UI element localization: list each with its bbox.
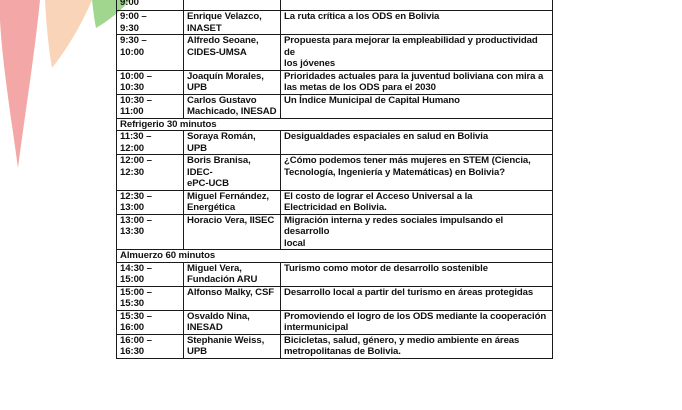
time-cell bbox=[117, 11, 184, 35]
time-cell-line: 16:00 – bbox=[120, 334, 152, 346]
time-cell-line: 12:30 – bbox=[120, 190, 152, 202]
time-cell-line: 15:30 – bbox=[120, 310, 152, 322]
time-cell-line: 9:30 bbox=[120, 22, 139, 34]
time-cell-line: 12:00 – bbox=[120, 155, 152, 166]
time-cell-line: 15:00 – bbox=[120, 286, 152, 298]
time-cell bbox=[117, 155, 184, 191]
speaker-cell-line: INASET bbox=[187, 22, 222, 34]
time-cell-line: 15:30 bbox=[120, 298, 145, 309]
speaker-cell-line: Osvaldo Nina, bbox=[187, 310, 250, 322]
speaker-cell bbox=[184, 214, 281, 250]
time-cell-line: 13:00 – bbox=[120, 214, 152, 226]
speaker-cell bbox=[184, 155, 281, 191]
speaker-cell-line: Soraya Román, UPB bbox=[187, 131, 256, 154]
topic-cell-line: metropolitanas de Bolivia. bbox=[284, 346, 401, 357]
speaker-cell bbox=[184, 94, 281, 118]
orange-petal bbox=[45, 0, 92, 68]
topic-cell bbox=[281, 190, 553, 214]
schedule-row bbox=[117, 190, 553, 214]
schedule-row bbox=[117, 214, 553, 250]
time-cell bbox=[117, 94, 184, 118]
schedule-row bbox=[117, 11, 553, 35]
topic-cell-line: los jóvenes bbox=[284, 58, 336, 69]
schedule-table bbox=[116, 0, 553, 359]
time-cell bbox=[117, 35, 184, 71]
topic-cell bbox=[281, 155, 553, 191]
time-cell bbox=[117, 334, 184, 358]
topic-cell-line: El costo de lograr el Acceso Universal a la bbox=[284, 190, 473, 202]
time-cell bbox=[117, 131, 184, 155]
topic-cell-line: las metas de los ODS para el 2030 bbox=[284, 82, 436, 93]
break-label: Almuerzo 60 minutos bbox=[117, 250, 553, 263]
topic-cell-line: Prioridades actuales para la juventud boliviana con mira a bbox=[284, 70, 544, 82]
topic-cell-line: Bicicletas, salud, género, y medio ambiente en áreas bbox=[284, 334, 520, 346]
topic-cell-line: Turismo como motor de desarrollo sostenible bbox=[284, 262, 488, 274]
speaker-cell-line: CIDES-UMSA bbox=[187, 46, 247, 58]
speaker-cell bbox=[184, 286, 281, 310]
speaker-cell-line bbox=[187, 0, 277, 9]
speaker-cell bbox=[184, 35, 281, 71]
speaker-cell bbox=[184, 0, 281, 11]
time-cell-line: 11:30 – bbox=[120, 131, 152, 142]
speaker-cell-line: Boris Branisa, IDEC- bbox=[187, 155, 251, 178]
speaker-cell-line: Alfonso Malky, CSF bbox=[187, 286, 275, 298]
speaker-cell-line: Machicado, INESAD bbox=[187, 106, 277, 117]
time-cell bbox=[117, 286, 184, 310]
speaker-cell bbox=[184, 131, 281, 155]
topic-cell bbox=[281, 11, 553, 35]
topic-cell bbox=[281, 262, 553, 286]
speaker-cell-line: INESAD bbox=[187, 322, 223, 333]
schedule-row bbox=[117, 334, 553, 358]
topic-cell bbox=[281, 0, 553, 11]
speaker-cell-line: Miguel Vera, bbox=[187, 262, 242, 274]
speaker-cell-line: Alfredo Seoane, bbox=[187, 35, 259, 46]
topic-cell-line: Promoviendo el logro de los ODS mediante la cooperación bbox=[284, 310, 547, 322]
break-row bbox=[117, 250, 553, 263]
schedule-row bbox=[117, 310, 553, 334]
time-cell-line: 10:00 bbox=[120, 46, 145, 58]
topic-cell-line: Electricidad en Bolivia. bbox=[284, 202, 387, 213]
speaker-cell-line: ePC-UCB bbox=[187, 178, 229, 189]
schedule-row bbox=[117, 262, 553, 286]
time-cell bbox=[117, 214, 184, 250]
topic-cell-line: Propuesta para mejorar la empleabilidad y productividad de bbox=[284, 35, 538, 58]
speaker-cell-line: Horacio Vera, IISEC bbox=[187, 214, 275, 226]
time-cell-line: 13:30 bbox=[120, 226, 145, 237]
pink-petal bbox=[0, 0, 40, 168]
topic-cell-line: ¿Cómo podemos tener más mujeres en STEM (Ciencia, bbox=[284, 155, 531, 166]
time-cell-line: 10:00 – bbox=[120, 70, 152, 82]
topic-cell-line: Migración interna y redes sociales impulsando el desarrollo bbox=[284, 214, 504, 237]
time-cell-line: 14:30 – bbox=[120, 262, 152, 274]
topic-cell-line: local bbox=[284, 237, 306, 249]
schedule-row bbox=[117, 0, 553, 11]
topic-cell-line: Un Índice Municipal de Capital Humano bbox=[284, 94, 460, 106]
speaker-cell-line: UPB bbox=[187, 82, 207, 93]
time-cell-line: 16:00 bbox=[120, 322, 145, 333]
time-cell-line: 9:00 – bbox=[120, 11, 147, 22]
time-cell bbox=[117, 262, 184, 286]
topic-cell-line: La ruta crítica a los ODS en Bolivia bbox=[284, 11, 440, 22]
break-label: Refrigerio 30 minutos bbox=[117, 118, 553, 131]
schedule-body bbox=[117, 0, 553, 358]
topic-cell-line: Tecnología, Ingeniería y Matemáticas) en Bolivia? bbox=[284, 166, 505, 178]
time-cell-line: 10:30 bbox=[120, 82, 145, 93]
speaker-cell-line: UPB bbox=[187, 346, 207, 357]
topic-cell-line: Desarrollo local a partir del turismo en áreas protegidas bbox=[284, 286, 534, 298]
time-cell-line: 11:00 bbox=[120, 106, 144, 117]
topic-cell bbox=[281, 94, 553, 118]
time-cell bbox=[117, 70, 184, 94]
speaker-cell-line: Joaquín Morales, bbox=[187, 70, 264, 82]
topic-cell-line bbox=[284, 0, 549, 9]
speaker-cell bbox=[184, 11, 281, 35]
schedule-row bbox=[117, 155, 553, 191]
speaker-cell-line: Carlos Gustavo bbox=[187, 94, 257, 106]
speaker-cell bbox=[184, 190, 281, 214]
topic-cell bbox=[281, 310, 553, 334]
topic-cell bbox=[281, 131, 553, 155]
time-cell-line: 15:00 bbox=[120, 274, 145, 285]
time-cell-line: 10:30 – bbox=[120, 94, 152, 106]
speaker-cell-line: Enrique Velazco, bbox=[187, 11, 262, 22]
speaker-cell-line: Miguel Fernández, bbox=[187, 190, 269, 202]
speaker-cell bbox=[184, 70, 281, 94]
topic-cell bbox=[281, 70, 553, 94]
speaker-cell bbox=[184, 310, 281, 334]
speaker-cell-line: Fundación ARU bbox=[187, 274, 258, 285]
time-cell-line: 13:00 bbox=[120, 202, 145, 213]
time-cell bbox=[117, 310, 184, 334]
speaker-cell bbox=[184, 334, 281, 358]
topic-cell-line: Desigualdades espaciales en salud en Bolivia bbox=[284, 131, 489, 142]
time-cell-line: 9:30 – bbox=[120, 35, 147, 46]
time-cell-line: 12:00 bbox=[120, 142, 145, 154]
topic-cell bbox=[281, 214, 553, 250]
schedule-row bbox=[117, 70, 553, 94]
time-cell bbox=[117, 190, 184, 214]
time-cell-line: 9:00 bbox=[120, 0, 139, 8]
topic-cell bbox=[281, 35, 553, 71]
topic-cell bbox=[281, 286, 553, 310]
speaker-cell-line: Energética bbox=[187, 202, 236, 213]
topic-cell-line: intermunicipal bbox=[284, 322, 349, 333]
time-cell-line: 16:30 bbox=[120, 346, 145, 357]
topic-cell bbox=[281, 334, 553, 358]
speaker-cell-line: Stephanie Weiss, bbox=[187, 334, 265, 346]
break-row bbox=[117, 118, 553, 131]
schedule-row bbox=[117, 286, 553, 310]
time-cell-line: 12:30 bbox=[120, 166, 145, 178]
schedule-row bbox=[117, 35, 553, 71]
speaker-cell bbox=[184, 262, 281, 286]
time-cell bbox=[117, 0, 184, 11]
schedule-row bbox=[117, 94, 553, 118]
schedule-row bbox=[117, 131, 553, 155]
